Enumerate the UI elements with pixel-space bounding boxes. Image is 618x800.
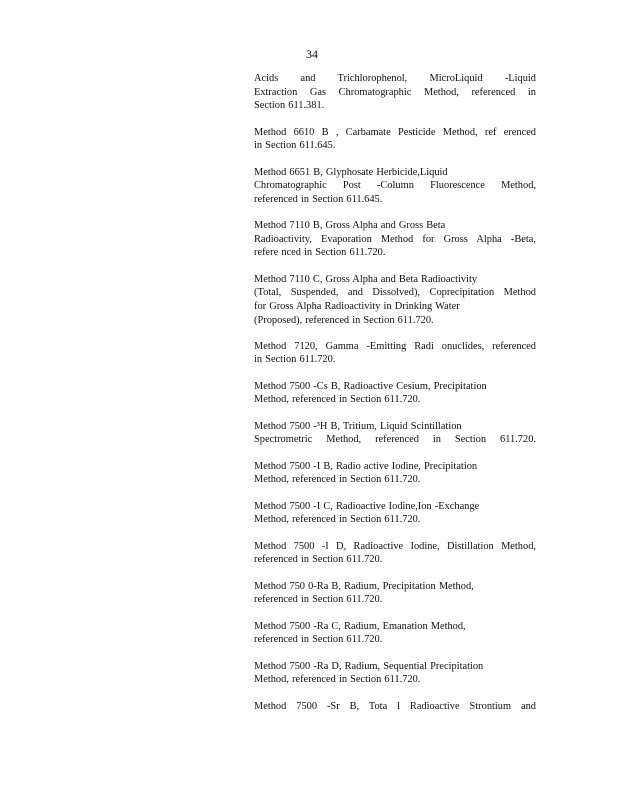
- text-line: referenced in Section 611.720.: [254, 554, 383, 566]
- page-number: 34: [306, 47, 318, 61]
- text-line: Radioactivity, Evaporation Method for Gross Alpha -Beta,: [254, 233, 536, 245]
- reference-paragraph: [254, 340, 536, 367]
- text-line: referenced in Section 611.645.: [254, 193, 383, 205]
- reference-paragraph: [254, 700, 536, 714]
- text-line: refere nced in Section 611.720.: [254, 247, 386, 259]
- text-line: Method, referenced in Section 611.720.: [254, 514, 421, 526]
- text-line: Method 7500 -I B, Radio active Iodine, Precipitation: [254, 460, 478, 472]
- text-line: Method 6610 B , Carbamate Pesticide Method, ref erenced: [254, 126, 536, 138]
- reference-paragraph: [254, 660, 536, 687]
- reference-paragraph: [254, 380, 536, 407]
- text-line: Method, referenced in Section 611.720.: [254, 674, 421, 686]
- text-line: Method, referenced in Section 611.720.: [254, 394, 421, 406]
- text-line: (Proposed), referenced in Section 611.720.: [254, 314, 434, 326]
- text-line: Acids and Trichlorophenol, MicroLiquid -Liquid: [254, 73, 536, 84]
- reference-paragraph: [254, 620, 536, 647]
- reference-paragraph: [254, 273, 536, 327]
- text-line: (Total, Suspended, and Dissolved), Coprecipitation Method: [254, 287, 536, 299]
- text-line: Method 7500 -I C, Radioactive Iodine,Ion -Exchange: [254, 500, 480, 512]
- reference-paragraph: [254, 540, 536, 567]
- text-line: for Gross Alpha Radioactivity in Drinking Water: [254, 300, 460, 312]
- document-body: [254, 72, 536, 726]
- text-line: Method 7110 C, Gross Alpha and Beta Radioactivity: [254, 273, 478, 285]
- text-line: Chromatographic Post -Column Fluorescence Method,: [254, 180, 536, 192]
- text-line: in Section 611.645.: [254, 140, 336, 152]
- text-line: Method 7120, Gamma -Emitting Radi onuclides, referenced: [254, 340, 536, 352]
- reference-paragraph: [254, 166, 536, 207]
- reference-paragraph: [254, 72, 536, 113]
- reference-paragraph: [254, 580, 536, 607]
- text-line: Method 7500 -³H B, Tritium, Liquid Scintillation: [254, 420, 462, 432]
- reference-paragraph: [254, 126, 536, 153]
- reference-paragraph: [254, 219, 536, 260]
- text-line: in Section 611.720.: [254, 354, 336, 366]
- text-line: Spectrometric Method, referenced in Section 611.720.: [254, 434, 536, 446]
- text-line: Method 7500 -Ra D, Radium, Sequential Precipitation: [254, 660, 484, 672]
- reference-paragraph: [254, 500, 536, 527]
- text-line: Method 6651 B, Glyphosate Herbicide,Liquid: [254, 166, 448, 178]
- reference-paragraph: [254, 420, 536, 447]
- text-line: referenced in Section 611.720.: [254, 634, 383, 646]
- text-line: Method 7110 B, Gross Alpha and Gross Beta: [254, 220, 446, 232]
- text-line: Method 750 0-Ra B, Radium, Precipitation Method,: [254, 580, 474, 592]
- text-line: Method 7500 -Ra C, Radium, Emanation Method,: [254, 620, 466, 632]
- text-line: Method 7500 -Cs B, Radioactive Cesium, Precipitation: [254, 380, 487, 392]
- text-line: referenced in Section 611.720.: [254, 594, 383, 606]
- text-line: Extraction Gas Chromatographic Method, referenced in: [254, 86, 536, 98]
- text-line: Method, referenced in Section 611.720.: [254, 474, 421, 486]
- reference-paragraph: [254, 460, 536, 487]
- text-line: Section 611.381.: [254, 100, 325, 112]
- text-line: Method 7500 -I D, Radioactive Iodine, Distillation Method,: [254, 540, 536, 552]
- text-line: Method 7500 -Sr B, Tota l Radioactive Strontium and: [254, 700, 536, 712]
